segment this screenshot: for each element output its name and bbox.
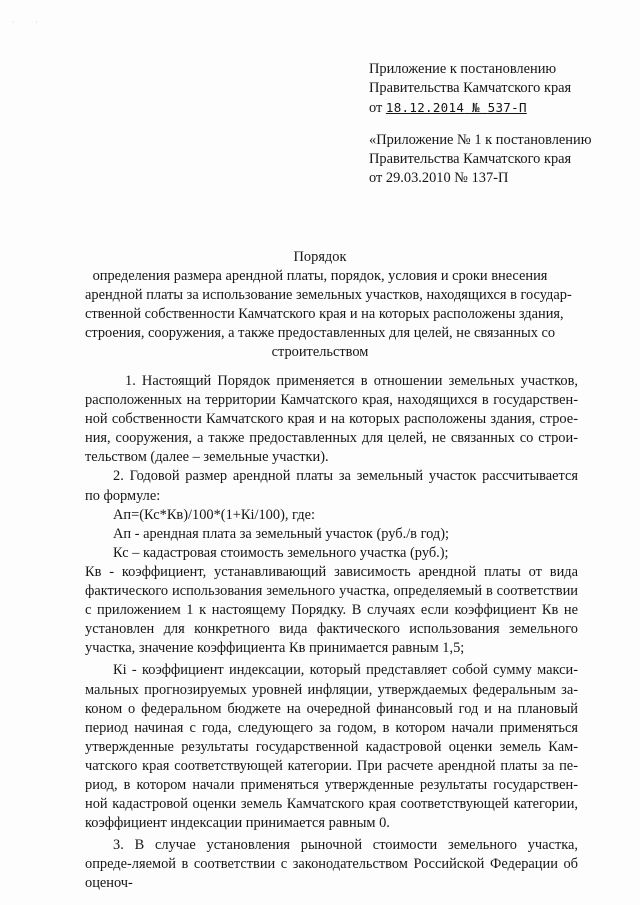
- original-appendix-line1: «Приложение № 1 к постановлению: [369, 132, 592, 148]
- paragraph-3: 3. В случае установления рыночной стоимости земельного участка, опреде-ляемой в соответствии с законодательством Российской Федерации об оценоч-: [85, 837, 578, 892]
- original-appendix-line2: Правительства Камчатского края: [369, 151, 572, 167]
- document-body: [85, 372, 578, 894]
- decree-number: 537-П: [487, 100, 527, 115]
- definition-ap: Ап - арендная плата за земельный участок (руб./в год);: [113, 525, 450, 542]
- definition-ki: Кi - коэффициент индексации, который представляет собой сумму макси-мальных прогнозируемых уровней инфляции, утверждаемых федеральным за-коном о федеральном бюджете на очередной финансовый год и на плановый период начиная с года, следующего за годом, в котором начали применяться утвержденные результаты государственной кадастровой оценки земель Кам-чатского края соответствующей категории. При расчете арендной платы за пе-риод, в котором начали применяться утвержденные результаты государствен-ной кадастровой оценки земель Камчатского края соответствующей категории, коэффициент индексации принимается равным 0.: [85, 662, 578, 832]
- decree-prefix: от: [369, 100, 386, 116]
- rent-formula: Ап=(Кс*Кв)/100*(1+Кi/100), где:: [113, 506, 315, 523]
- subtitle-line: строительством: [271, 344, 369, 360]
- original-appendix-header: [369, 131, 591, 188]
- original-appendix-line3: от 29.03.2010 № 137-П: [369, 170, 509, 186]
- appendix-header-line3: [369, 98, 571, 118]
- appendix-header: [369, 60, 571, 118]
- paragraph-1: 1. Настоящий Порядок применяется в отношении земельных участков, расположенных на территории Камчатского края, находящихся в государствен-ной собственности Камчатского края и на которых расположены здания, строе-ния, сооружения, а также предоставленных для целей, не связанных со строи-тельством (далее – земельные участки).: [85, 373, 578, 466]
- paragraph-2: 2. Годовой размер арендной платы за земельный участок рассчитывается по формуле:: [85, 468, 578, 504]
- document-title: Порядок: [293, 249, 347, 265]
- scan-specks: · ·: [12, 20, 48, 26]
- document-subtitle: [85, 267, 572, 362]
- appendix-header-line1: Приложение к постановлению: [369, 61, 557, 77]
- appendix-header-line2: Правительства Камчатского края: [369, 80, 572, 96]
- decree-date: 18.12.2014: [385, 100, 465, 115]
- subtitle-line: арендной платы за использование земельных участков, находящихся в государ-: [85, 287, 572, 303]
- subtitle-line: ственной собственности Камчатского края и на которых расположены здания,: [85, 306, 564, 322]
- subtitle-line: определения размера арендной платы, порядок, условия и сроки внесения: [92, 268, 548, 284]
- definition-kv: Кв - коэффициент, устанавливающий зависимость арендной платы от вида фактического использования земельного участка, определяемый в соответствии с приложением 1 к настоящему Порядку. В случаях если коэффициент Кв не установлен для конкретного вида фактического использования земельного участка, значение коэффициента Кв принимается равным 1,5;: [85, 563, 578, 657]
- decree-number-sign: №: [464, 100, 488, 115]
- definition-kc: Кс – кадастровая стоимость земельного участка (руб.);: [113, 544, 449, 561]
- subtitle-line: строения, сооружения, а также предоставленных для целей, не связанных со: [85, 325, 556, 341]
